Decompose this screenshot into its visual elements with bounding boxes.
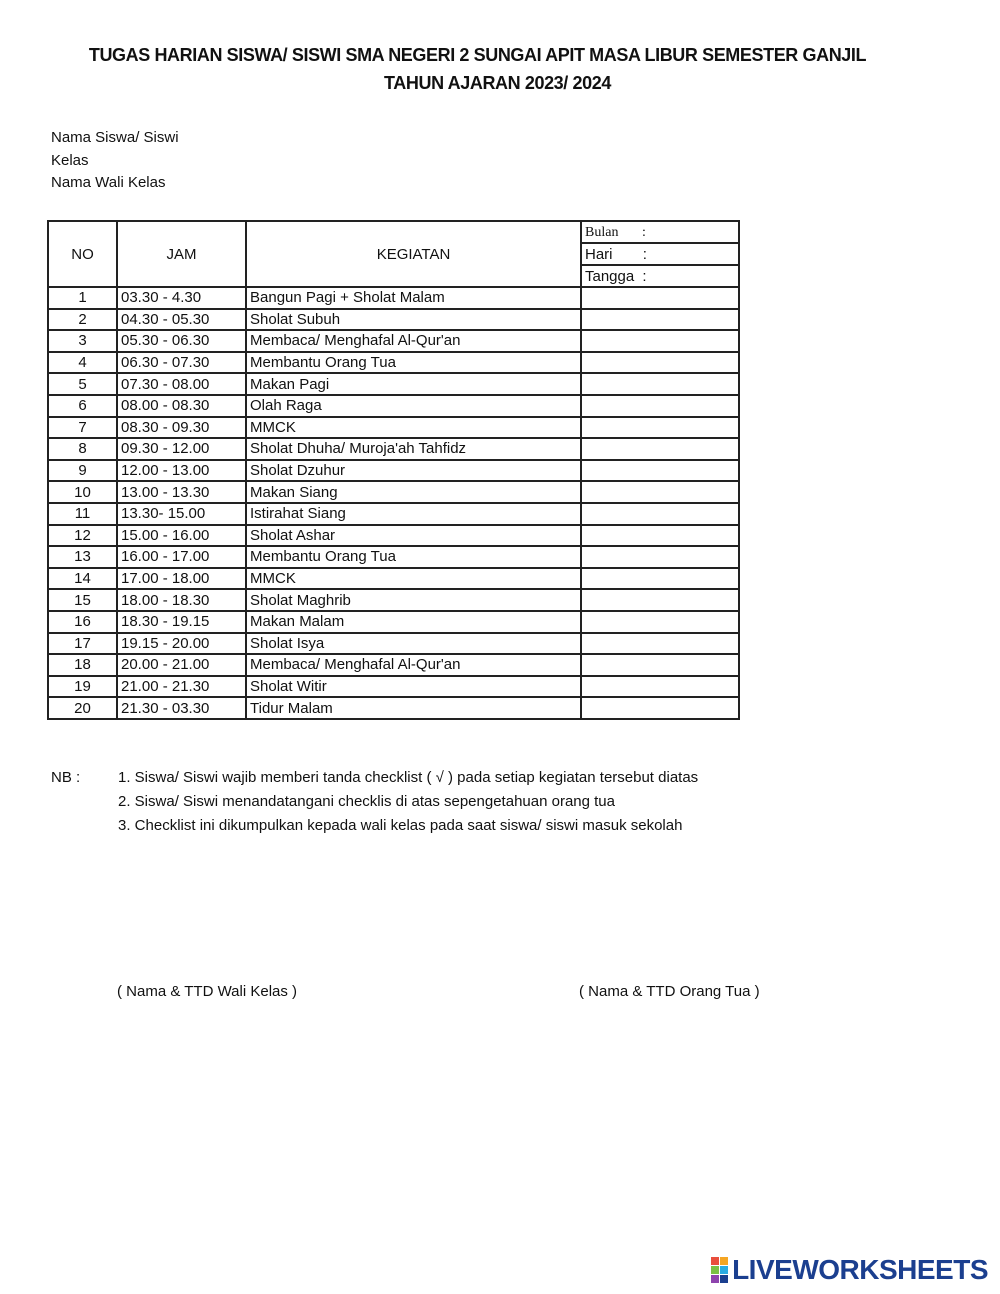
table-row xyxy=(48,373,739,395)
table-row xyxy=(48,611,739,633)
row-no: 10 xyxy=(48,481,117,503)
row-jam: 13.00 - 13.30 xyxy=(117,481,246,503)
row-no: 18 xyxy=(48,654,117,676)
row-kegiatan: Membaca/ Menghafal Al-Qur'an xyxy=(246,330,581,352)
row-jam: 06.30 - 07.30 xyxy=(117,352,246,374)
student-name-label: Nama Siswa/ Siswi xyxy=(51,129,179,146)
homeroom-teacher-label: Nama Wali Kelas xyxy=(51,174,166,191)
table-row xyxy=(48,589,739,611)
header-hari[interactable] xyxy=(581,243,739,265)
row-kegiatan: Tidur Malam xyxy=(246,697,581,719)
row-jam: 18.30 - 19.15 xyxy=(117,611,246,633)
row-jam: 18.00 - 18.30 xyxy=(117,589,246,611)
row-kegiatan: Bangun Pagi + Sholat Malam xyxy=(246,287,581,309)
table-row xyxy=(48,395,739,417)
row-no: 15 xyxy=(48,589,117,611)
row-jam: 21.00 - 21.30 xyxy=(117,676,246,698)
row-kegiatan: Olah Raga xyxy=(246,395,581,417)
document-subtitle: TAHUN AJARAN 2023/ 2024 xyxy=(384,73,611,93)
row-kegiatan: Makan Malam xyxy=(246,611,581,633)
table-row xyxy=(48,417,739,439)
row-no: 13 xyxy=(48,546,117,568)
row-checklist-cell[interactable] xyxy=(581,546,739,568)
hari-colon: : xyxy=(642,245,647,263)
row-jam: 04.30 - 05.30 xyxy=(117,309,246,331)
row-kegiatan: Sholat Subuh xyxy=(246,309,581,331)
row-jam: 16.00 - 17.00 xyxy=(117,546,246,568)
liveworksheets-logo-text: LIVEWORKSHEETS xyxy=(732,1254,988,1285)
row-kegiatan: Istirahat Siang xyxy=(246,503,581,525)
row-jam: 17.00 - 18.00 xyxy=(117,568,246,590)
row-kegiatan: Sholat Isya xyxy=(246,633,581,655)
table-row xyxy=(48,481,739,503)
table-row xyxy=(48,546,739,568)
row-checklist-cell[interactable] xyxy=(581,287,739,309)
row-checklist-cell[interactable] xyxy=(581,525,739,547)
row-checklist-cell[interactable] xyxy=(581,352,739,374)
row-jam: 07.30 - 08.00 xyxy=(117,373,246,395)
table-row xyxy=(48,460,739,482)
liveworksheets-logo xyxy=(711,1254,988,1286)
row-checklist-cell[interactable] xyxy=(581,676,739,698)
row-kegiatan: Makan Pagi xyxy=(246,373,581,395)
row-no: 1 xyxy=(48,287,117,309)
signature-orang-tua: ( Nama & TTD Orang Tua ) xyxy=(579,983,760,1000)
row-no: 4 xyxy=(48,352,117,374)
row-checklist-cell[interactable] xyxy=(581,438,739,460)
row-checklist-cell[interactable] xyxy=(581,633,739,655)
table-row xyxy=(48,633,739,655)
row-jam: 09.30 - 12.00 xyxy=(117,438,246,460)
table-row xyxy=(48,654,739,676)
notes-label: NB : xyxy=(51,769,81,786)
row-kegiatan: Sholat Ashar xyxy=(246,525,581,547)
table-row xyxy=(48,438,739,460)
row-no: 3 xyxy=(48,330,117,352)
row-checklist-cell[interactable] xyxy=(581,417,739,439)
row-kegiatan: Membantu Orang Tua xyxy=(246,352,581,374)
row-jam: 08.30 - 09.30 xyxy=(117,417,246,439)
row-no: 17 xyxy=(48,633,117,655)
row-kegiatan: Sholat Witir xyxy=(246,676,581,698)
hari-label: Hari xyxy=(585,245,613,263)
tanggal-colon: : xyxy=(642,267,647,285)
row-checklist-cell[interactable] xyxy=(581,309,739,331)
header-kegiatan: KEGIATAN xyxy=(246,221,581,287)
table-row xyxy=(48,352,739,374)
table-row xyxy=(48,697,739,719)
bulan-label: Bulan xyxy=(585,224,619,240)
row-no: 9 xyxy=(48,460,117,482)
row-jam: 21.30 - 03.30 xyxy=(117,697,246,719)
row-checklist-cell[interactable] xyxy=(581,568,739,590)
row-jam: 15.00 - 16.00 xyxy=(117,525,246,547)
row-checklist-cell[interactable] xyxy=(581,330,739,352)
schedule-table xyxy=(47,220,740,720)
table-row xyxy=(48,525,739,547)
document-title: TUGAS HARIAN SISWA/ SISWI SMA NEGERI 2 SUNGAI APIT MASA LIBUR SEMESTER GANJIL xyxy=(88,45,867,65)
row-checklist-cell[interactable] xyxy=(581,373,739,395)
row-jam: 20.00 - 21.00 xyxy=(117,654,246,676)
row-no: 12 xyxy=(48,525,117,547)
row-kegiatan: MMCK xyxy=(246,568,581,590)
row-kegiatan: Sholat Dhuha/ Muroja'ah Tahfidz xyxy=(246,438,581,460)
header-tanggal[interactable] xyxy=(581,265,739,287)
row-no: 14 xyxy=(48,568,117,590)
row-no: 16 xyxy=(48,611,117,633)
row-checklist-cell[interactable] xyxy=(581,460,739,482)
row-jam: 08.00 - 08.30 xyxy=(117,395,246,417)
table-row xyxy=(48,568,739,590)
table-row xyxy=(48,309,739,331)
row-checklist-cell[interactable] xyxy=(581,654,739,676)
table-row xyxy=(48,503,739,525)
row-no: 7 xyxy=(48,417,117,439)
table-row xyxy=(48,676,739,698)
header-jam: JAM xyxy=(117,221,246,287)
row-kegiatan: Membantu Orang Tua xyxy=(246,546,581,568)
row-checklist-cell[interactable] xyxy=(581,481,739,503)
row-checklist-cell[interactable] xyxy=(581,697,739,719)
row-checklist-cell[interactable] xyxy=(581,395,739,417)
row-jam: 13.30- 15.00 xyxy=(117,503,246,525)
bulan-colon: : xyxy=(641,224,646,240)
liveworksheets-logo-icon xyxy=(711,1257,728,1283)
note-item-1: 1. Siswa/ Siswi wajib memberi tanda checklist ( √ ) pada setiap kegiatan tersebut diatas xyxy=(118,769,699,786)
row-no: 2 xyxy=(48,309,117,331)
row-kegiatan: Sholat Maghrib xyxy=(246,589,581,611)
row-no: 19 xyxy=(48,676,117,698)
row-no: 8 xyxy=(48,438,117,460)
row-kegiatan: Sholat Dzuhur xyxy=(246,460,581,482)
row-no: 11 xyxy=(48,503,117,525)
row-jam: 05.30 - 06.30 xyxy=(117,330,246,352)
row-no: 6 xyxy=(48,395,117,417)
row-kegiatan: Membaca/ Menghafal Al-Qur'an xyxy=(246,654,581,676)
row-jam: 19.15 - 20.00 xyxy=(117,633,246,655)
row-kegiatan: Makan Siang xyxy=(246,481,581,503)
row-checklist-cell[interactable] xyxy=(581,589,739,611)
row-checklist-cell[interactable] xyxy=(581,503,739,525)
row-kegiatan: MMCK xyxy=(246,417,581,439)
note-item-3: 3. Checklist ini dikumpulkan kepada wali kelas pada saat siswa/ siswi masuk sekolah xyxy=(118,817,683,834)
signature-wali-kelas: ( Nama & TTD Wali Kelas ) xyxy=(117,983,298,1000)
tanggal-label: Tangga xyxy=(585,267,635,285)
row-jam: 12.00 - 13.00 xyxy=(117,460,246,482)
row-no: 5 xyxy=(48,373,117,395)
table-row xyxy=(48,330,739,352)
note-item-2: 2. Siswa/ Siswi menandatangani checklis di atas sepengetahuan orang tua xyxy=(118,793,615,810)
header-bulan[interactable] xyxy=(581,221,739,243)
row-no: 20 xyxy=(48,697,117,719)
table-row xyxy=(48,287,739,309)
class-label: Kelas xyxy=(51,152,89,169)
row-jam: 03.30 - 4.30 xyxy=(117,287,246,309)
row-checklist-cell[interactable] xyxy=(581,611,739,633)
header-no: NO xyxy=(48,221,117,287)
